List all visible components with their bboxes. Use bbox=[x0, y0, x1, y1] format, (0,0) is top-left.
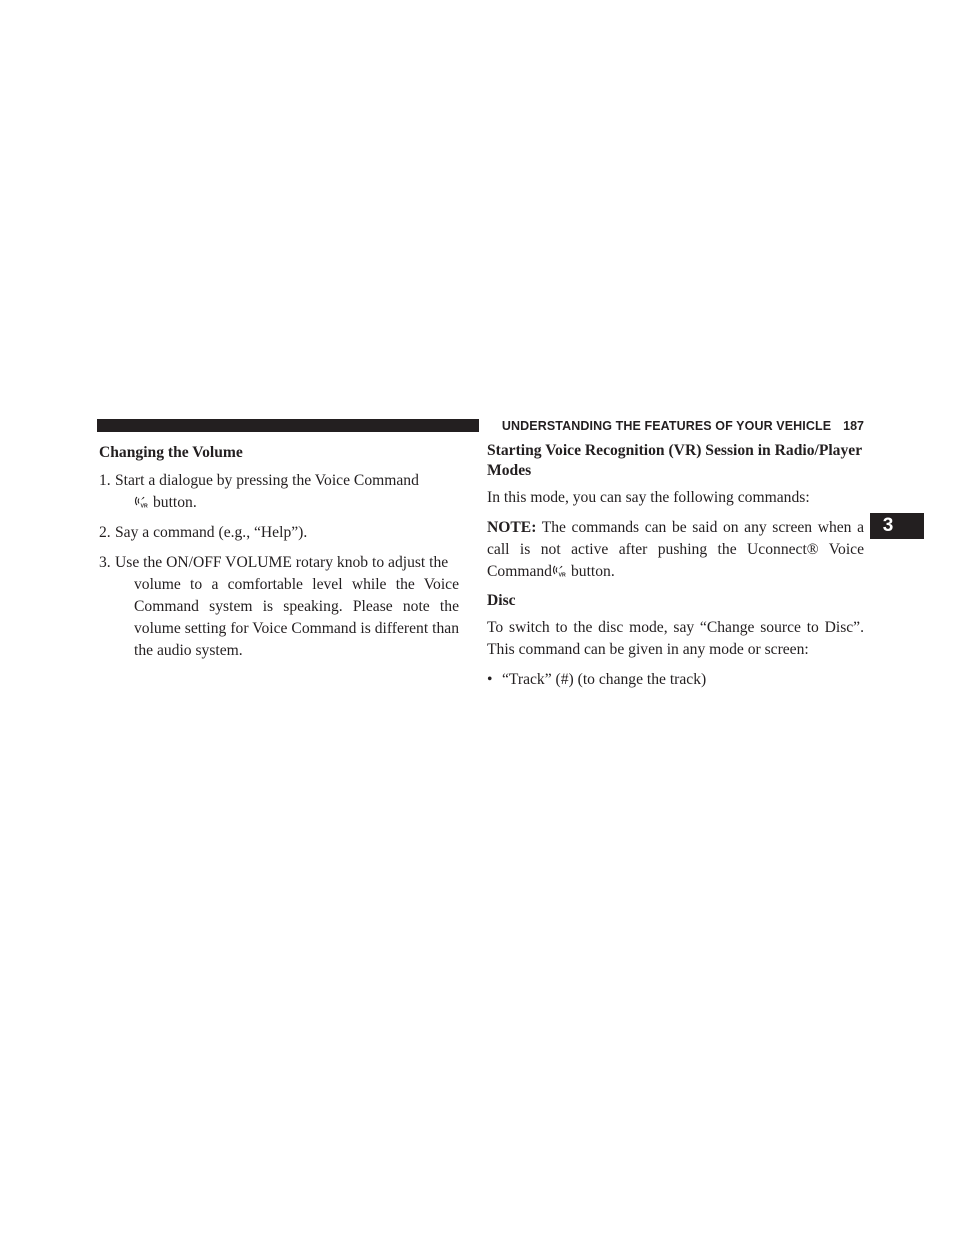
list-item bbox=[99, 552, 459, 662]
bullet-icon: • bbox=[487, 671, 493, 688]
note-text: The commands can be said on any screen when a call is not active after pushing the Uconnect® Voice Command bbox=[487, 519, 864, 580]
svg-text:VR: VR bbox=[140, 503, 148, 508]
list-item bbox=[99, 522, 459, 544]
step-number: 1. bbox=[99, 472, 111, 489]
bullet-text: “Track” (#) (to change the track) bbox=[502, 671, 707, 688]
step-text-continued: volume to a comfortable level while the Voice Command system is speaking. Please note the volume setting for Voice Command is different than the audio system. bbox=[134, 576, 459, 659]
left-column bbox=[99, 440, 459, 670]
page-number: 187 bbox=[843, 418, 864, 433]
heading-disc: Disc bbox=[487, 592, 516, 609]
voice-command-icon bbox=[552, 565, 569, 577]
intro-paragraph: In this mode, you can say the following commands: bbox=[487, 489, 810, 506]
chapter-number: 3 bbox=[882, 515, 894, 536]
note-paragraph bbox=[487, 517, 864, 583]
disc-paragraph: To switch to the disc mode, say “Change source to Disc”. This command can be given in any mode or screen: bbox=[487, 619, 864, 658]
step-text-button: button. bbox=[153, 494, 197, 511]
step-text: Say a command (e.g., “Help”). bbox=[115, 524, 308, 541]
voice-command-icon bbox=[134, 496, 151, 508]
note-text-button: button. bbox=[570, 563, 615, 580]
step-text: Use the ON/OFF VOLUME rotary knob to adjust the bbox=[115, 554, 449, 571]
svg-text:VR: VR bbox=[558, 572, 566, 577]
list-item bbox=[99, 470, 459, 514]
list-item bbox=[487, 669, 864, 691]
section-title: UNDERSTANDING THE FEATURES OF YOUR VEHICLE bbox=[501, 418, 832, 433]
step-number: 2. bbox=[99, 524, 111, 541]
chapter-tab bbox=[870, 513, 924, 539]
page-header bbox=[97, 417, 864, 434]
step-number: 3. bbox=[99, 554, 111, 571]
note-label: NOTE: bbox=[487, 519, 537, 536]
heading-changing-volume: Changing the Volume bbox=[99, 444, 243, 461]
step-text: Start a dialogue by pressing the Voice Command bbox=[115, 472, 419, 489]
right-column bbox=[487, 440, 864, 691]
heading-vr-session: Starting Voice Recognition (VR) Session in Radio/Player Modes bbox=[487, 442, 862, 479]
header-rule bbox=[97, 419, 479, 432]
